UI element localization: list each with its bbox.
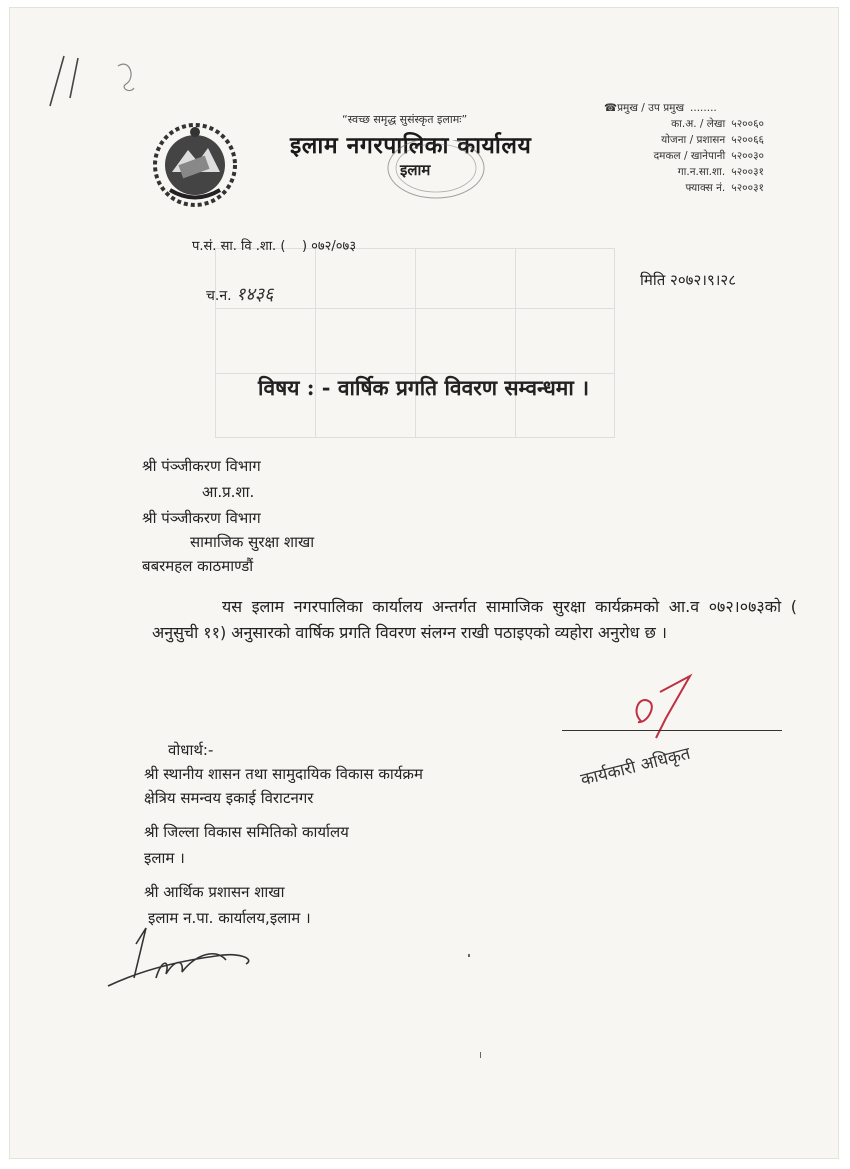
contact-row: का.अ. / लेखा ५२००६० — [671, 118, 764, 130]
cc-heading: वोधार्थ:- — [168, 741, 214, 759]
nepal-emblem-icon — [150, 120, 240, 210]
cc-line: श्री स्थानीय शासन तथा सामुदायिक विकास कार्यक्रम — [144, 765, 423, 783]
cc-line: श्री जिल्ला विकास समितिको कार्यालय — [144, 823, 349, 841]
stamp-text: इलाम — [400, 161, 431, 179]
office-name: इलाम नगरपालिका कार्यालय — [290, 132, 532, 159]
addressee-line: सामाजिक सुरक्षा शाखा — [190, 533, 315, 551]
reference-number: प.सं. सा. वि .शा. ( ) ०७२/०७३ — [192, 239, 357, 254]
letter-subject: विषय : - वार्षिक प्रगति विवरण सम्वन्धमा । — [258, 375, 590, 400]
cc-line: क्षेत्रिय समन्वय इकाई विराटनगर — [144, 789, 314, 807]
contact-list — [604, 100, 764, 196]
signature-mark-icon — [616, 672, 706, 742]
letter-body: यस इलाम नगरपालिका कार्यालय अन्तर्गत सामाजिक सुरक्षा कार्यक्रमको आ.व ०७२।०७३को ( अनुसुची ११) अनुसारको वार्षिक प्रगति विवरण संलग्न राखी पठाइएको व्यहोरा अनुरोध छ । — [152, 597, 797, 642]
speck — [468, 954, 470, 957]
letter-date: मिति २०७२।९।२८ — [640, 271, 737, 289]
contact-row: दमकल / खानेपानी ५२००३० — [653, 150, 764, 162]
addressee-line: बबरमहल काठमाण्डौं — [142, 557, 254, 575]
signatory-title: कार्यकारी अधिकृत — [578, 743, 693, 791]
addressee-line: आ.प्र.शा. — [202, 483, 255, 501]
bleed-through-table — [215, 248, 615, 438]
letter-page — [10, 8, 838, 1158]
addressee-line: श्री पंञ्जीकरण विभाग — [142, 509, 261, 527]
contact-row: फ्याक्स नं. ५२००३१ — [685, 182, 764, 194]
pencil-mark-icon — [40, 48, 150, 118]
contact-row: योजना / प्रशासन ५२००६६ — [661, 134, 764, 146]
office-motto: “स्वच्छ समृद्ध सुसंस्कृत इलामः” — [342, 113, 468, 126]
signature-line — [562, 730, 782, 731]
contact-row: ☎प्रमुख / उप प्रमुख ........ — [604, 102, 717, 114]
addressee-line: श्री पंञ्जीकरण विभाग — [142, 457, 261, 475]
speck — [480, 1052, 481, 1058]
cc-line: श्री आर्थिक प्रशासन शाखा — [144, 883, 285, 901]
dispatch-number-value: १४३६ — [236, 284, 274, 305]
initials-scribble-icon — [106, 908, 276, 998]
contact-row: गा.न.सा.शा. ५२००३१ — [677, 166, 764, 178]
cc-line: इलाम न.पा. कार्यालय,इलाम । — [148, 909, 311, 927]
cc-line: इलाम । — [144, 849, 185, 867]
dispatch-number: च.न. १४३६ — [206, 284, 274, 305]
